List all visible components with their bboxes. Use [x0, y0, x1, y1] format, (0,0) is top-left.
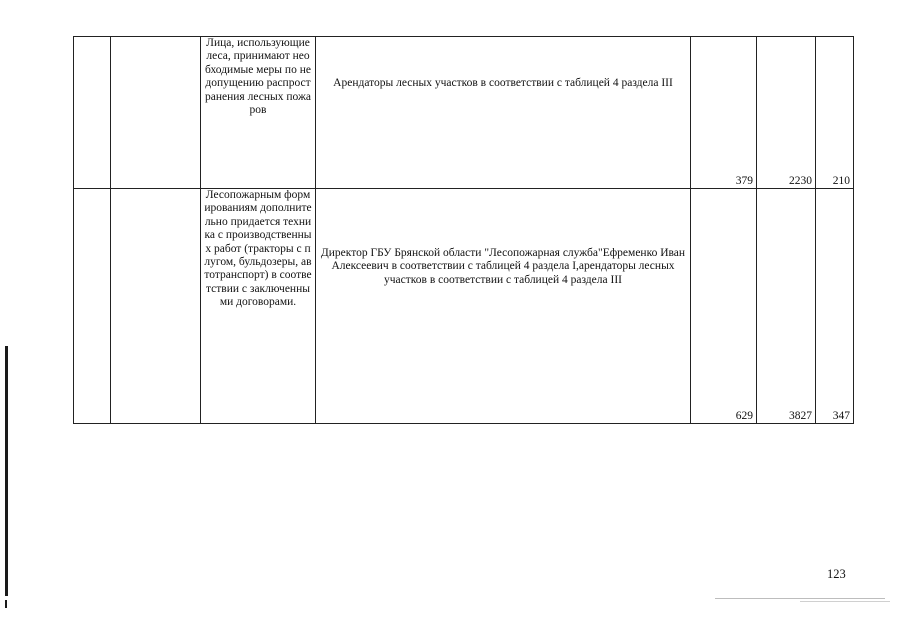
measure-description-cell: Лесопожарным формированиям дополнительно придается техника с производственных работ (тракторы с плугом, бульдозеры, автотранспорт) в соответствии с заключенными договорами.	[201, 189, 316, 424]
table-row	[74, 37, 854, 189]
scan-edge-mark	[5, 346, 8, 596]
empty-cell	[111, 189, 201, 424]
empty-cell	[74, 189, 111, 424]
page-number: 123	[827, 567, 846, 581]
empty-cell	[111, 37, 201, 189]
table-row	[74, 189, 854, 424]
value-cell: 3827	[757, 189, 816, 424]
scan-edge-mark	[5, 600, 7, 608]
value-cell: 379	[691, 37, 757, 189]
measure-description-cell: Лица, использующие леса, принимают необходимые меры по недопущению распространения лесных пожаров	[201, 37, 316, 189]
responsible-cell: Арендаторы лесных участков в соответствии с таблицей 4 раздела III	[316, 37, 691, 189]
value-cell: 2230	[757, 37, 816, 189]
responsible-cell: Директор ГБУ Брянской области "Лесопожарная служба"Ефременко Иван Алексеевич в соответствии с таблицей 4 раздела I,арендаторы лесных участков в соответствии с таблицей 4 раздела III	[316, 189, 691, 424]
empty-cell	[74, 37, 111, 189]
measures-table	[73, 36, 854, 424]
scan-artifact-line	[800, 601, 890, 602]
scan-artifact-line	[715, 598, 885, 599]
value-cell: 347	[816, 189, 854, 424]
value-cell: 629	[691, 189, 757, 424]
value-cell: 210	[816, 37, 854, 189]
